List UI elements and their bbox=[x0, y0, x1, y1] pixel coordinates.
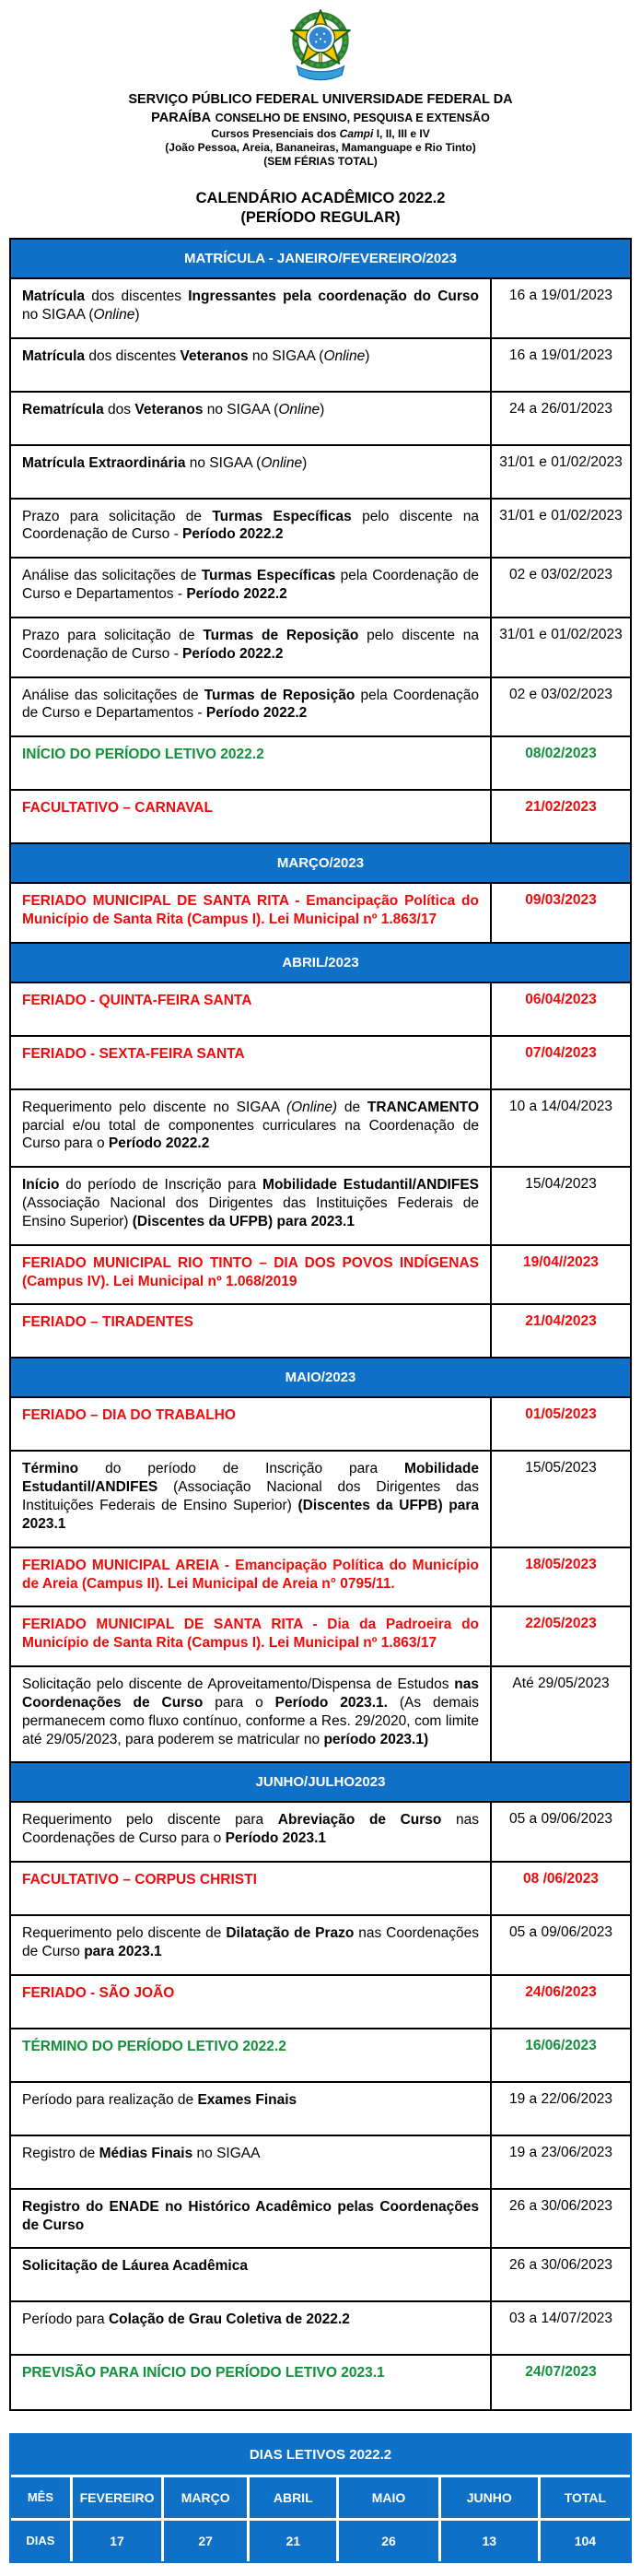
dias-month-cell: ABRIL bbox=[247, 2477, 336, 2518]
calendar-event-row bbox=[11, 1037, 630, 1090]
dias-value-cell: 27 bbox=[161, 2521, 247, 2561]
calendar-event-row bbox=[11, 446, 630, 500]
event-date: 18/05/2023 bbox=[490, 1548, 630, 1606]
event-description: FERIADO MUNICIPAL DE SANTA RITA - Dia da Padroeira do Município de Santa Rita (Campus I). Lei Municipal nº 1.863/17 bbox=[22, 1617, 479, 1652]
document-header bbox=[9, 7, 632, 229]
event-date: 02 e 03/02/2023 bbox=[490, 678, 630, 736]
dias-letivos-table bbox=[9, 2433, 632, 2563]
event-date: 09/03/2023 bbox=[490, 884, 630, 942]
calendar-event-row bbox=[11, 2249, 630, 2302]
event-description: Período para realização de Exames Finais bbox=[22, 2091, 297, 2108]
calendar-event-row bbox=[11, 500, 630, 559]
calendar-event-row bbox=[11, 737, 630, 791]
event-description: FERIADO MUNICIPAL RIO TINTO – DIA DOS POVOS INDÍGENAS (Campus IV). Lei Municipal nº 1.068/2019 bbox=[22, 1254, 479, 1289]
event-description: Matrícula dos discentes Veteranos no SIGAA (Online) bbox=[22, 347, 370, 364]
calendar-event-row bbox=[11, 983, 630, 1037]
event-date: 05 a 09/06/2023 bbox=[490, 1803, 630, 1861]
event-date: 31/01 e 01/02/2023 bbox=[490, 500, 630, 558]
calendar-event-row bbox=[11, 618, 630, 678]
event-date: 03 a 14/07/2023 bbox=[490, 2302, 630, 2354]
calendar-event-row bbox=[11, 1976, 630, 2029]
event-date: 24/06/2023 bbox=[490, 1976, 630, 2028]
event-date: 21/04/2023 bbox=[490, 1305, 630, 1357]
dias-value-cell: 17 bbox=[70, 2521, 161, 2561]
event-date: 15/05/2023 bbox=[490, 1452, 630, 1546]
event-description: Prazo para solicitação de Turmas Específicas pelo discente na Coordenação de Curso - Período 2022.2 bbox=[22, 508, 479, 543]
event-date: 10 a 14/04/2023 bbox=[490, 1090, 630, 1166]
event-description: INÍCIO DO PERÍODO LETIVO 2022.2 bbox=[22, 747, 264, 763]
calendar-event-row bbox=[11, 2190, 630, 2250]
dias-month-cell: JUNHO bbox=[438, 2477, 538, 2518]
month-section-header: JUNHO/JULHO2023 bbox=[11, 1763, 630, 1803]
dias-value-cell: 13 bbox=[438, 2521, 538, 2561]
org-title-block bbox=[100, 90, 541, 169]
calendar-event-row bbox=[11, 1863, 630, 1916]
calendar-event-row bbox=[11, 678, 630, 738]
event-date: 21/02/2023 bbox=[490, 791, 630, 842]
event-date: 15/04/2023 bbox=[490, 1168, 630, 1243]
event-date: 26 a 30/06/2023 bbox=[490, 2249, 630, 2300]
event-date: 16/06/2023 bbox=[490, 2029, 630, 2081]
title-line-1: CALENDÁRIO ACADÊMICO 2022.2 bbox=[195, 190, 446, 206]
event-description: FERIADO MUNICIPAL DE SANTA RITA - Emancipação Política do Município de Santa Rita (Campus I). Lei Municipal nº 1.863/17 bbox=[22, 893, 479, 927]
calendar-table bbox=[9, 238, 632, 2411]
calendar-event-row bbox=[11, 2029, 630, 2083]
calendar-event-row bbox=[11, 559, 630, 618]
event-description: FERIADO - SÃO JOÃO bbox=[22, 1984, 175, 2001]
event-description: FERIADO - SEXTA-FEIRA SANTA bbox=[22, 1045, 245, 1062]
month-section-header: MAIO/2023 bbox=[11, 1359, 630, 1398]
calendar-event-row bbox=[11, 2302, 630, 2356]
event-date: 08/02/2023 bbox=[490, 737, 630, 789]
event-description: FERIADO – DIA DO TRABALHO bbox=[22, 1407, 236, 1424]
event-description: Requerimento pelo discente no SIGAA (Online) de TRANCAMENTO parcial e/ou total de componentes curriculares na Coordenação de Curso para o Período 2022.2 bbox=[22, 1099, 479, 1152]
calendar-event-row bbox=[11, 1090, 630, 1168]
event-date: 19 a 23/06/2023 bbox=[490, 2136, 630, 2188]
calendar-event-row bbox=[11, 1916, 630, 1976]
event-date: 31/01 e 01/02/2023 bbox=[490, 618, 630, 676]
event-date: 01/05/2023 bbox=[490, 1398, 630, 1450]
org-council: CONSELHO DE ENSINO, PESQUISA E EXTENSÃO bbox=[215, 112, 490, 124]
event-description: Matrícula Extraordinária no SIGAA (Online) bbox=[22, 454, 308, 471]
event-description: Solicitação de Láurea Acadêmica bbox=[22, 2258, 248, 2275]
event-date: 08 /06/2023 bbox=[490, 1863, 630, 1914]
dias-month-cell: TOTAL bbox=[538, 2477, 630, 2518]
title-line-2: (PERÍODO REGULAR) bbox=[240, 209, 401, 227]
event-description: FERIADO - QUINTA-FEIRA SANTA bbox=[22, 992, 252, 1008]
month-section-header: ABRIL/2023 bbox=[11, 944, 630, 983]
dias-value-cell: 21 bbox=[247, 2521, 336, 2561]
calendar-event-row bbox=[11, 1803, 630, 1863]
event-description: Matrícula dos discentes Ingressantes pela coordenação do Curso no SIGAA (Online) bbox=[22, 288, 479, 323]
event-description: FERIADO MUNICIPAL AREIA - Emancipação Política do Município de Areia (Campus II). Lei Municipal de Areia n° 0795/11. bbox=[22, 1557, 479, 1592]
event-date: 24 a 26/01/2023 bbox=[490, 393, 630, 444]
ferias-line: (SEM FÉRIAS TOTAL) bbox=[263, 155, 378, 168]
calendar-event-row bbox=[11, 279, 630, 339]
brazil-coat-of-arms-icon bbox=[284, 7, 357, 87]
event-description: FACULTATIVO – CARNAVAL bbox=[22, 800, 213, 817]
org-name: SERVIÇO PÚBLICO FEDERAL UNIVERSIDADE FEDERAL DA PARAÍBA bbox=[128, 92, 513, 125]
courses-line: Cursos Presenciais dos Campi I, II, III e IV bbox=[211, 127, 430, 140]
event-date: Até 29/05/2023 bbox=[490, 1667, 630, 1761]
month-section-header: MATRÍCULA - JANEIRO/FEVEREIRO/2023 bbox=[11, 240, 630, 279]
dias-value-cell: 104 bbox=[538, 2521, 630, 2561]
calendar-event-row bbox=[11, 791, 630, 844]
campuses-line: (João Pessoa, Areia, Bananeiras, Mamanguape e Rio Tinto) bbox=[165, 141, 476, 154]
event-date: 06/04/2023 bbox=[490, 983, 630, 1035]
dias-letivos-title: DIAS LETIVOS 2022.2 bbox=[249, 2447, 392, 2464]
calendar-event-row bbox=[11, 1398, 630, 1452]
event-date: 02 e 03/02/2023 bbox=[490, 559, 630, 617]
calendar-event-row bbox=[11, 393, 630, 446]
dias-month-cell: MARÇO bbox=[161, 2477, 247, 2518]
event-description: TÉRMINO DO PERÍODO LETIVO 2022.2 bbox=[22, 2038, 286, 2054]
event-date: 19/04//2023 bbox=[490, 1246, 630, 1304]
event-description: Término do período de Inscrição para Mobilidade Estudantil/ANDIFES (Associação Nacional dos Dirigentes das Instituições Federais de Ensino Superior) (Discentes da UFPB) para 2023.1 bbox=[22, 1461, 479, 1532]
event-description: FACULTATIVO – CORPUS CHRISTI bbox=[22, 1872, 257, 1888]
dias-month-cell: MAIO bbox=[336, 2477, 437, 2518]
calendar-event-row bbox=[11, 2136, 630, 2190]
calendar-event-row bbox=[11, 1607, 630, 1667]
event-description: Análise das solicitações de Turmas Específicas pela Coordenação de Curso e Departamentos - Período 2022.2 bbox=[22, 568, 479, 603]
event-date: 19 a 22/06/2023 bbox=[490, 2083, 630, 2135]
calendar-event-row bbox=[11, 1305, 630, 1359]
event-date: 24/07/2023 bbox=[490, 2356, 630, 2409]
event-date: 07/04/2023 bbox=[490, 1037, 630, 1088]
event-date: 16 a 19/01/2023 bbox=[490, 279, 630, 337]
month-section-header: MARÇO/2023 bbox=[11, 844, 630, 884]
calendar-event-row bbox=[11, 1168, 630, 1245]
event-description: Requerimento pelo discente de Dilatação de Prazo nas Coordenações de Curso para 2023.1 bbox=[22, 1925, 479, 1959]
event-description: Requerimento pelo discente para Abreviação de Curso nas Coordenações de Curso para o Período 2023.1 bbox=[22, 1812, 479, 1847]
event-description: Prazo para solicitação de Turmas de Reposição pelo discente na Coordenação de Curso - Período 2022.2 bbox=[22, 627, 479, 662]
event-description: Registro do ENADE no Histórico Acadêmico pelas Coordenações de Curso bbox=[22, 2198, 479, 2233]
event-description: Início do período de Inscrição para Mobilidade Estudantil/ANDIFES (Associação Nacional dos Dirigentes das Instituições Federais de Ensino Superior) (Discentes da UFPB) para 2023.1 bbox=[22, 1177, 479, 1229]
event-description: Solicitação pelo discente de Aproveitamento/Dispensa de Estudos nas Coordenações de Curso para o Período 2023.1. (As demais permanecem como fluxo contínuo, conforme a Res. 29/2020, com limite até 29/05/2023, para poderem se matricular no período 2023.1) bbox=[22, 1676, 479, 1747]
event-description: Análise das solicitações de Turmas de Reposição pela Coordenação de Curso e Departamentos - Período 2022.2 bbox=[22, 687, 479, 722]
calendar-event-row bbox=[11, 1548, 630, 1608]
dias-row-label-mes: MÊS bbox=[27, 2490, 53, 2505]
event-description: Registro de Médias Finais no SIGAA bbox=[22, 2145, 261, 2161]
calendar-event-row bbox=[11, 1667, 630, 1763]
document-title bbox=[9, 189, 632, 229]
calendar-event-row bbox=[11, 2356, 630, 2409]
dias-month-cell: FEVEREIRO bbox=[70, 2477, 161, 2518]
dias-letivos-months-row bbox=[11, 2475, 630, 2518]
calendar-event-row bbox=[11, 339, 630, 393]
calendar-event-row bbox=[11, 884, 630, 944]
calendar-event-row bbox=[11, 2083, 630, 2136]
event-date: 22/05/2023 bbox=[490, 1607, 630, 1665]
dias-row-label-dias: DIAS bbox=[26, 2534, 55, 2548]
event-description: Rematrícula dos Veteranos no SIGAA (Online) bbox=[22, 401, 325, 418]
calendar-event-row bbox=[11, 1452, 630, 1547]
event-description: FERIADO – TIRADENTES bbox=[22, 1314, 194, 1331]
dias-value-cell: 26 bbox=[336, 2521, 437, 2561]
event-date: 31/01 e 01/02/2023 bbox=[490, 446, 630, 498]
event-description: Período para Colação de Grau Coletiva de 2022.2 bbox=[22, 2311, 350, 2328]
calendar-event-row bbox=[11, 1246, 630, 1306]
event-date: 16 a 19/01/2023 bbox=[490, 339, 630, 391]
event-description: PREVISÃO PARA INÍCIO DO PERÍODO LETIVO 2023.1 bbox=[22, 2365, 385, 2382]
event-date: 05 a 09/06/2023 bbox=[490, 1916, 630, 1974]
event-date: 26 a 30/06/2023 bbox=[490, 2190, 630, 2248]
dias-letivos-days-row bbox=[11, 2518, 630, 2561]
